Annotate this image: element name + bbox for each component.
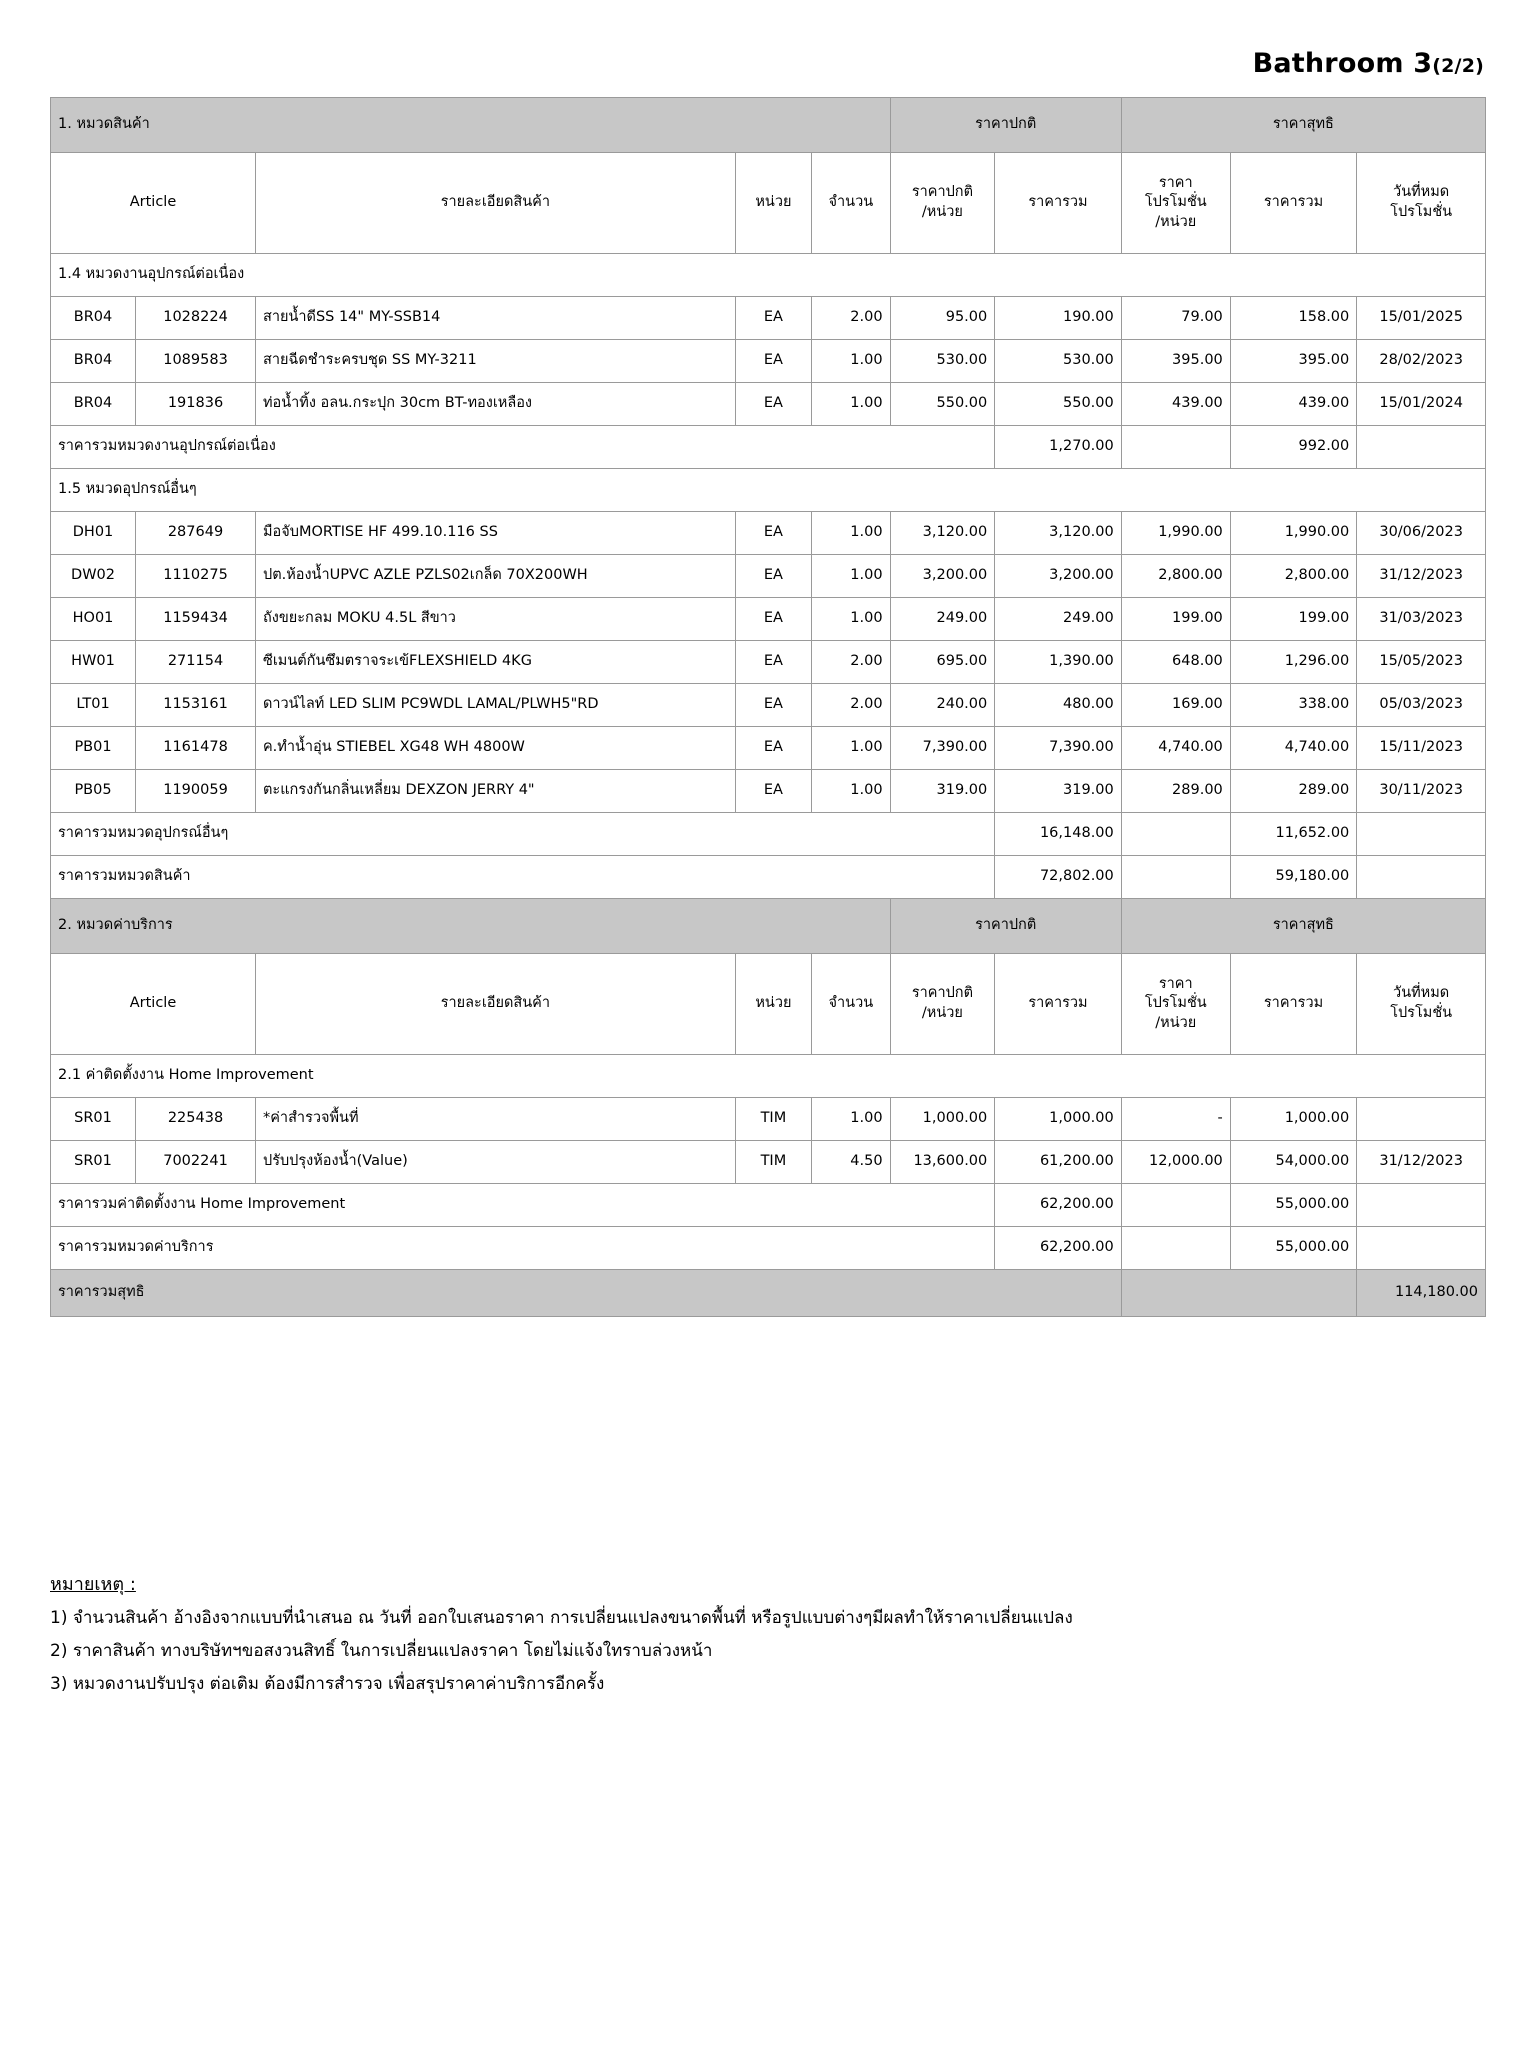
section1-total-normal: 72,802.00	[995, 856, 1122, 899]
row-code: SR01	[51, 1098, 136, 1141]
row-unit: EA	[735, 555, 811, 598]
row-promo-end: 15/01/2025	[1357, 297, 1486, 340]
row-unit: EA	[735, 383, 811, 426]
col-qty-1: จำนวน	[812, 153, 891, 254]
row-article: 1159434	[136, 598, 256, 641]
col-promo-unit-1	[1121, 153, 1230, 254]
row-qty: 1.00	[812, 727, 891, 770]
row-qty: 2.00	[812, 641, 891, 684]
row-article: 1110275	[136, 555, 256, 598]
col-unit-2: หน่วย	[735, 954, 811, 1055]
row-normal-total: 249.00	[995, 598, 1122, 641]
group-2-1-total-label: ราคารวมค่าติดตั้งงาน Home Improvement	[51, 1184, 995, 1227]
section1-column-headers	[51, 153, 1486, 254]
row-qty: 1.00	[812, 770, 891, 813]
row-description: ถังขยะกลม MOKU 4.5L สีขาว	[255, 598, 735, 641]
row-promo-unit: 439.00	[1121, 383, 1230, 426]
row-promo-total: 289.00	[1230, 770, 1356, 813]
table-row	[51, 512, 1486, 555]
col-promo-end-2-line2: โปรโมชั่น	[1390, 1005, 1453, 1021]
row-promo-end: 31/03/2023	[1357, 598, 1486, 641]
table-row	[51, 1141, 1486, 1184]
row-code: BR04	[51, 297, 136, 340]
group-1-5-total-promo: 11,652.00	[1230, 813, 1356, 856]
group-1-4-total-spacer	[1121, 426, 1230, 469]
row-promo-unit: -	[1121, 1098, 1230, 1141]
group-1-4-header-row	[51, 254, 1486, 297]
table-row	[51, 684, 1486, 727]
note-item: 3) หมวดงานปรับปรุง ต่อเติม ต้องมีการสำรวจ เพื่อสรุปราคาค่าบริการอีกครั้ง	[50, 1674, 605, 1695]
row-promo-unit: 12,000.00	[1121, 1141, 1230, 1184]
table-row	[51, 555, 1486, 598]
grand-total-value: 114,180.00	[1357, 1270, 1486, 1317]
row-unit: EA	[735, 727, 811, 770]
row-promo-total: 4,740.00	[1230, 727, 1356, 770]
row-qty: 1.00	[812, 598, 891, 641]
row-promo-end: 28/02/2023	[1357, 340, 1486, 383]
col-normal-total-1: ราคารวม	[995, 153, 1122, 254]
group-2-1-total-normal: 62,200.00	[995, 1184, 1122, 1227]
row-normal-unit: 1,000.00	[890, 1098, 995, 1141]
row-normal-total: 61,200.00	[995, 1141, 1122, 1184]
row-normal-total: 550.00	[995, 383, 1122, 426]
row-description: ตะแกรงกันกลิ่นเหลี่ยม DEXZON JERRY 4"	[255, 770, 735, 813]
col-promo-end-1	[1357, 153, 1486, 254]
section1-header: 1. หมวดสินค้า	[51, 98, 891, 153]
group-1-4-total-row	[51, 426, 1486, 469]
row-description: ปรับปรุงห้องน้ำ(Value)	[255, 1141, 735, 1184]
group-2-1-total-row	[51, 1184, 1486, 1227]
row-promo-end: 31/12/2023	[1357, 555, 1486, 598]
row-promo-unit: 169.00	[1121, 684, 1230, 727]
group-1-5-header-row	[51, 469, 1486, 512]
row-promo-unit: 199.00	[1121, 598, 1230, 641]
group-2-1-total-empty	[1357, 1184, 1486, 1227]
row-normal-unit: 13,600.00	[890, 1141, 995, 1184]
col-normal-unit-price-1-line1: ราคาปกติ	[911, 184, 973, 201]
row-normal-unit: 695.00	[890, 641, 995, 684]
row-unit: EA	[735, 770, 811, 813]
section1-total-promo: 59,180.00	[1230, 856, 1356, 899]
col-description-2: รายละเอียดสินค้า	[255, 954, 735, 1055]
table-row	[51, 598, 1486, 641]
page-title-text: Bathroom 3	[1252, 48, 1433, 79]
col-promo-end-2-line1: วันที่หมด	[1393, 985, 1450, 1002]
row-promo-end: 31/12/2023	[1357, 1141, 1486, 1184]
notes-heading: หมายเหตุ :	[50, 1574, 136, 1595]
group-2-1-total-spacer	[1121, 1184, 1230, 1227]
row-normal-total: 480.00	[995, 684, 1122, 727]
row-promo-total: 439.00	[1230, 383, 1356, 426]
row-article: 225438	[136, 1098, 256, 1141]
row-normal-total: 3,200.00	[995, 555, 1122, 598]
section2-total-row	[51, 1227, 1486, 1270]
row-article: 287649	[136, 512, 256, 555]
col-promo-unit-2	[1121, 954, 1230, 1055]
table-row	[51, 641, 1486, 684]
row-code: PB01	[51, 727, 136, 770]
row-promo-end: 15/05/2023	[1357, 641, 1486, 684]
row-qty: 1.00	[812, 555, 891, 598]
table-row	[51, 340, 1486, 383]
row-promo-unit: 289.00	[1121, 770, 1230, 813]
col-article-2: Article	[51, 954, 256, 1055]
col-promo-total-2: ราคารวม	[1230, 954, 1356, 1055]
row-article: 1190059	[136, 770, 256, 813]
grand-total-spacer	[1121, 1270, 1357, 1317]
row-promo-end: 05/03/2023	[1357, 684, 1486, 727]
band-normal-price-2: ราคาปกติ	[890, 899, 1121, 954]
row-promo-total: 338.00	[1230, 684, 1356, 727]
col-promo-unit-2-line3: /หน่วย	[1155, 1014, 1197, 1031]
table-row	[51, 1098, 1486, 1141]
row-qty: 1.00	[812, 512, 891, 555]
row-code: LT01	[51, 684, 136, 727]
section2-total-spacer	[1121, 1227, 1230, 1270]
section1-total-row	[51, 856, 1486, 899]
row-unit: EA	[735, 297, 811, 340]
row-description: ดาวน์ไลท์ LED SLIM PC9WDL LAMAL/PLWH5"RD	[255, 684, 735, 727]
row-normal-unit: 95.00	[890, 297, 995, 340]
row-normal-total: 190.00	[995, 297, 1122, 340]
group-1-4-total-promo: 992.00	[1230, 426, 1356, 469]
row-normal-unit: 3,200.00	[890, 555, 995, 598]
row-description: สายฉีดชำระครบชุด SS MY-3211	[255, 340, 735, 383]
section2-total-normal: 62,200.00	[995, 1227, 1122, 1270]
group-1-4-total-empty	[1357, 426, 1486, 469]
row-promo-total: 1,990.00	[1230, 512, 1356, 555]
col-promo-unit-2-line1: ราคา	[1158, 975, 1193, 992]
row-promo-unit: 648.00	[1121, 641, 1230, 684]
row-promo-total: 395.00	[1230, 340, 1356, 383]
row-qty: 2.00	[812, 684, 891, 727]
row-article: 191836	[136, 383, 256, 426]
row-normal-unit: 240.00	[890, 684, 995, 727]
band-net-price-1: ราคาสุทธิ	[1121, 98, 1485, 153]
section1-total-empty	[1357, 856, 1486, 899]
row-code: PB05	[51, 770, 136, 813]
row-normal-unit: 550.00	[890, 383, 995, 426]
row-unit: EA	[735, 512, 811, 555]
group-1-5-total-normal: 16,148.00	[995, 813, 1122, 856]
section2-band-row	[51, 899, 1486, 954]
table-row	[51, 383, 1486, 426]
col-normal-unit-price-1-line2: /หน่วย	[921, 204, 963, 220]
section2-column-headers	[51, 954, 1486, 1055]
row-qty: 2.00	[812, 297, 891, 340]
section1-total-spacer	[1121, 856, 1230, 899]
row-unit: EA	[735, 340, 811, 383]
band-normal-price-1: ราคาปกติ	[890, 98, 1121, 153]
row-article: 1089583	[136, 340, 256, 383]
row-normal-total: 3,120.00	[995, 512, 1122, 555]
grand-total-row	[51, 1270, 1486, 1317]
row-promo-total: 199.00	[1230, 598, 1356, 641]
row-description: สายน้ำดีSS 14" MY-SSB14	[255, 297, 735, 340]
group-1-5-total-spacer	[1121, 813, 1230, 856]
row-promo-total: 158.00	[1230, 297, 1356, 340]
table-row	[51, 727, 1486, 770]
row-normal-total: 1,000.00	[995, 1098, 1122, 1141]
band-net-price-2: ราคาสุทธิ	[1121, 899, 1485, 954]
row-unit: TIM	[735, 1141, 811, 1184]
row-code: DW02	[51, 555, 136, 598]
section2-header: 2. หมวดค่าบริการ	[51, 899, 891, 954]
col-normal-unit-price-2	[890, 954, 995, 1055]
group-1-4-total-label: ราคารวมหมวดงานอุปกรณ์ต่อเนื่อง	[51, 426, 995, 469]
row-promo-unit: 395.00	[1121, 340, 1230, 383]
col-normal-total-2: ราคารวม	[995, 954, 1122, 1055]
note-item: 1) จำนวนสินค้า อ้างอิงจากแบบที่นำเสนอ ณ วันที่ ออกใบเสนอราคา การเปลี่ยนแปลงขนาดพื้นที่ หรือรูปแบบต่างๆมีผลทำให้ราคาเปลี่ยนแปลง	[50, 1608, 1073, 1629]
table-row	[51, 770, 1486, 813]
group-1-4-total-normal: 1,270.00	[995, 426, 1122, 469]
col-promo-unit-2-line2: โปรโมชั่น	[1144, 995, 1207, 1012]
row-qty: 1.00	[812, 340, 891, 383]
col-promo-unit-1-line3: /หน่วย	[1155, 213, 1197, 230]
row-normal-unit: 7,390.00	[890, 727, 995, 770]
row-promo-total: 54,000.00	[1230, 1141, 1356, 1184]
row-description: ท่อน้ำทิ้ง อลน.กระปุก 30cm BT-ทองเหลือง	[255, 383, 735, 426]
row-code: HW01	[51, 641, 136, 684]
group-1-4-header: 1.4 หมวดงานอุปกรณ์ต่อเนื่อง	[51, 254, 1486, 297]
col-normal-unit-price-2-line2: /หน่วย	[921, 1005, 963, 1021]
row-description: ค.ทำน้ำอุ่น STIEBEL XG48 WH 4800W	[255, 727, 735, 770]
row-article: 1028224	[136, 297, 256, 340]
row-qty: 1.00	[812, 383, 891, 426]
row-promo-end	[1357, 1098, 1486, 1141]
row-code: DH01	[51, 512, 136, 555]
row-unit: EA	[735, 598, 811, 641]
col-qty-2: จำนวน	[812, 954, 891, 1055]
section2-total-label: ราคารวมหมวดค่าบริการ	[51, 1227, 995, 1270]
row-article: 7002241	[136, 1141, 256, 1184]
group-2-1-total-promo: 55,000.00	[1230, 1184, 1356, 1227]
group-1-5-total-label: ราคารวมหมวดอุปกรณ์อื่นๆ	[51, 813, 995, 856]
row-normal-unit: 249.00	[890, 598, 995, 641]
row-promo-end: 15/01/2024	[1357, 383, 1486, 426]
section1-total-label: ราคารวมหมวดสินค้า	[51, 856, 995, 899]
row-normal-unit: 3,120.00	[890, 512, 995, 555]
row-description: มือจับMORTISE HF 499.10.116 SS	[255, 512, 735, 555]
row-code: BR04	[51, 383, 136, 426]
row-code: HO01	[51, 598, 136, 641]
row-qty: 1.00	[812, 1098, 891, 1141]
row-description: ปต.ห้องน้ำUPVC AZLE PZLS02เกล็ด 70X200WH	[255, 555, 735, 598]
col-promo-end-1-line1: วันที่หมด	[1393, 184, 1450, 201]
row-article: 1153161	[136, 684, 256, 727]
row-normal-total: 319.00	[995, 770, 1122, 813]
row-unit: EA	[735, 684, 811, 727]
col-article-1: Article	[51, 153, 256, 254]
row-code: BR04	[51, 340, 136, 383]
col-description-1: รายละเอียดสินค้า	[255, 153, 735, 254]
col-normal-unit-price-1	[890, 153, 995, 254]
section2-total-promo: 55,000.00	[1230, 1227, 1356, 1270]
row-promo-end: 15/11/2023	[1357, 727, 1486, 770]
group-2-1-header-row	[51, 1055, 1486, 1098]
group-2-1-header: 2.1 ค่าติดตั้งงาน Home Improvement	[51, 1055, 1486, 1098]
row-promo-unit: 4,740.00	[1121, 727, 1230, 770]
row-normal-unit: 319.00	[890, 770, 995, 813]
row-promo-unit: 2,800.00	[1121, 555, 1230, 598]
row-promo-total: 1,000.00	[1230, 1098, 1356, 1141]
section2-total-empty	[1357, 1227, 1486, 1270]
table-row	[51, 297, 1486, 340]
row-promo-total: 2,800.00	[1230, 555, 1356, 598]
col-promo-total-1: ราคารวม	[1230, 153, 1356, 254]
row-normal-total: 530.00	[995, 340, 1122, 383]
row-article: 1161478	[136, 727, 256, 770]
grand-total-label: ราคารวมสุทธิ	[51, 1270, 1122, 1317]
row-unit: TIM	[735, 1098, 811, 1141]
page-indicator: (2/2)	[1432, 55, 1484, 77]
group-1-5-total-empty	[1357, 813, 1486, 856]
row-description: *ค่าสำรวจพื้นที่	[255, 1098, 735, 1141]
row-normal-total: 1,390.00	[995, 641, 1122, 684]
row-code: SR01	[51, 1141, 136, 1184]
notes-block	[50, 1567, 1486, 1702]
row-normal-unit: 530.00	[890, 340, 995, 383]
col-unit-1: หน่วย	[735, 153, 811, 254]
col-promo-unit-1-line1: ราคา	[1158, 174, 1193, 191]
row-normal-total: 7,390.00	[995, 727, 1122, 770]
section1-band-row	[51, 98, 1486, 153]
group-1-5-header: 1.5 หมวดอุปกรณ์อื่นๆ	[51, 469, 1486, 512]
col-promo-end-1-line2: โปรโมชั่น	[1390, 204, 1453, 220]
row-promo-end: 30/06/2023	[1357, 512, 1486, 555]
row-unit: EA	[735, 641, 811, 684]
col-promo-unit-1-line2: โปรโมชั่น	[1144, 194, 1207, 211]
note-item: 2) ราคาสินค้า ทางบริษัทฯขอสงวนสิทธิ์ ในการเปลี่ยนแปลงราคา โดยไม่แจ้งใทราบล่วงหน้า	[50, 1641, 713, 1662]
quotation-table	[50, 97, 1486, 1317]
row-description: ซีเมนต์กันซึมตราจระเข้FLEXSHIELD 4KG	[255, 641, 735, 684]
col-promo-end-2	[1357, 954, 1486, 1055]
col-normal-unit-price-2-line1: ราคาปกติ	[911, 985, 973, 1002]
row-promo-total: 1,296.00	[1230, 641, 1356, 684]
page-title	[50, 48, 1486, 79]
group-1-5-total-row	[51, 813, 1486, 856]
row-promo-unit: 79.00	[1121, 297, 1230, 340]
row-article: 271154	[136, 641, 256, 684]
row-qty: 4.50	[812, 1141, 891, 1184]
row-promo-end: 30/11/2023	[1357, 770, 1486, 813]
row-promo-unit: 1,990.00	[1121, 512, 1230, 555]
